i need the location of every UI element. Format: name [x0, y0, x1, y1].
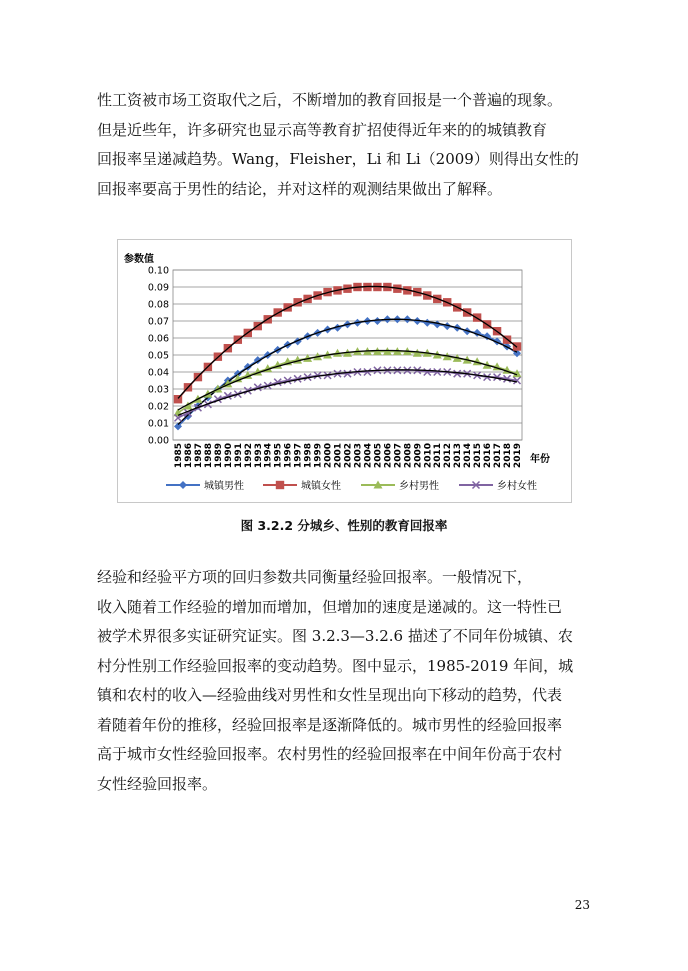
x-tick-label: 2009: [413, 443, 424, 469]
text-line: 回报率要高于男性的结论，并对这样的观测结果做出了解释。: [97, 179, 503, 198]
figure-caption: 图 3.2.2 分城乡、性别的教育回报率: [240, 518, 448, 533]
legend-label: 乡村女性: [497, 481, 537, 492]
legend-label: 城镇女性: [301, 481, 341, 492]
y-tick-label: 0.08: [147, 299, 169, 311]
data-point: [179, 481, 187, 489]
x-tick-label: 1988: [203, 443, 214, 469]
text-line: 高于城市女性经验回报率。农村男性的经验回报率在中间年份高于农村: [97, 745, 563, 763]
x-tick-label: 2017: [493, 443, 504, 469]
x-tick-label: 1989: [213, 443, 224, 469]
x-tick-label: 1990: [223, 443, 234, 469]
x-tick-label: 1993: [253, 443, 264, 469]
x-tick-label: 2018: [503, 443, 514, 469]
trend-line: [178, 370, 517, 416]
x-tick-label: 2012: [443, 443, 454, 469]
y-axis-label: 参数值: [124, 254, 154, 265]
x-tick-label: 2019: [513, 443, 524, 469]
paragraph-1: [97, 86, 609, 204]
x-axis-label: 年份: [530, 454, 550, 465]
legend-item: [263, 479, 341, 492]
x-tick-label: 2007: [393, 443, 404, 469]
y-tick-label: 0.03: [147, 384, 169, 396]
text-line: 镇和农村的收入—经验曲线对男性和女性呈现出向下移动的趋势，代表: [97, 686, 563, 704]
x-tick-label: 1997: [293, 443, 304, 469]
figure-frame: [117, 239, 572, 503]
x-tick-label: 2016: [483, 443, 494, 469]
text-line: 被学术界很多实证研究证实。图 3.2.3—3.2.6 描述了不同年份城镇、农: [97, 627, 573, 645]
legend-item: [361, 479, 439, 492]
y-tick-label: 0.07: [147, 316, 169, 328]
y-tick-label: 0.00: [147, 435, 169, 447]
x-tick-label: 1994: [263, 443, 274, 469]
x-tick-label: 2001: [333, 443, 344, 469]
y-tick-label: 0.09: [147, 282, 169, 294]
x-tick-label: 2008: [403, 443, 414, 469]
x-tick-label: 1991: [233, 443, 244, 469]
legend-item: [459, 479, 537, 492]
text-line: 女性经验回报率。: [97, 774, 218, 793]
paragraph-2: [97, 563, 609, 799]
text-line: 回报率呈递减趋势。Wang，Fleisher，Li 和 Li（2009）则得出女性的: [97, 150, 579, 168]
x-tick-label: 2014: [463, 443, 474, 469]
x-tick-label: 2004: [363, 443, 374, 469]
text-line: 着随着年份的推移，经验回报率是逐渐降低的。城市男性的经验回报率: [97, 715, 563, 734]
data-point: [276, 481, 284, 489]
data-point: [174, 395, 182, 403]
series-4: [174, 367, 520, 422]
y-tick-label: 0.05: [147, 350, 169, 362]
x-tick-label: 1987: [193, 443, 204, 469]
x-tick-label: 2000: [323, 443, 334, 469]
x-tick-label: 1992: [243, 443, 254, 469]
x-tick-label: 1998: [303, 443, 314, 469]
x-tick-label: 2010: [423, 443, 434, 469]
x-tick-label: 1999: [313, 443, 324, 469]
x-tick-label: 2015: [473, 443, 484, 469]
y-tick-label: 0.01: [147, 418, 169, 430]
x-tick-label: 1996: [283, 443, 294, 469]
x-tick-label: 2003: [353, 443, 364, 469]
y-tick-label: 0.06: [147, 333, 169, 345]
text-line: 但是近些年，许多研究也显示高等教育扩招使得近年来的的城镇教育: [97, 120, 548, 139]
x-tick-label: 2013: [453, 443, 464, 469]
x-tick-label: 2006: [383, 443, 394, 469]
y-tick-label: 0.10: [147, 265, 169, 277]
education-return-chart: [118, 240, 571, 502]
x-tick-label: 1995: [273, 443, 284, 469]
x-tick-label: 1985: [173, 443, 184, 469]
text-line: 村分性别工作经验回报率的变动趋势。图中显示，1985-2019 年间，城: [97, 656, 574, 675]
page-number: 23: [574, 898, 590, 912]
data-point: [373, 317, 381, 325]
legend-label: 城镇男性: [204, 481, 244, 492]
x-tick-label: 2011: [433, 443, 444, 469]
data-point: [423, 319, 431, 327]
text-line: 收入随着工作经验的增加而增加，但增加的速度是递减的。这一特性已: [97, 597, 563, 616]
y-tick-label: 0.04: [147, 367, 169, 379]
x-tick-label: 1986: [183, 443, 194, 469]
x-tick-label: 2002: [343, 443, 354, 469]
text-line: 经验和经验平方项的回归参数共同衡量经验回报率。一般情况下，: [97, 568, 533, 586]
legend-label: 乡村男性: [399, 481, 439, 492]
x-tick-label: 2005: [373, 443, 384, 469]
y-tick-label: 0.02: [147, 401, 169, 413]
legend-item: [166, 479, 244, 492]
text-line: 性工资被市场工资取代之后，不断增加的教育回报是一个普遍的现象。: [97, 91, 563, 109]
